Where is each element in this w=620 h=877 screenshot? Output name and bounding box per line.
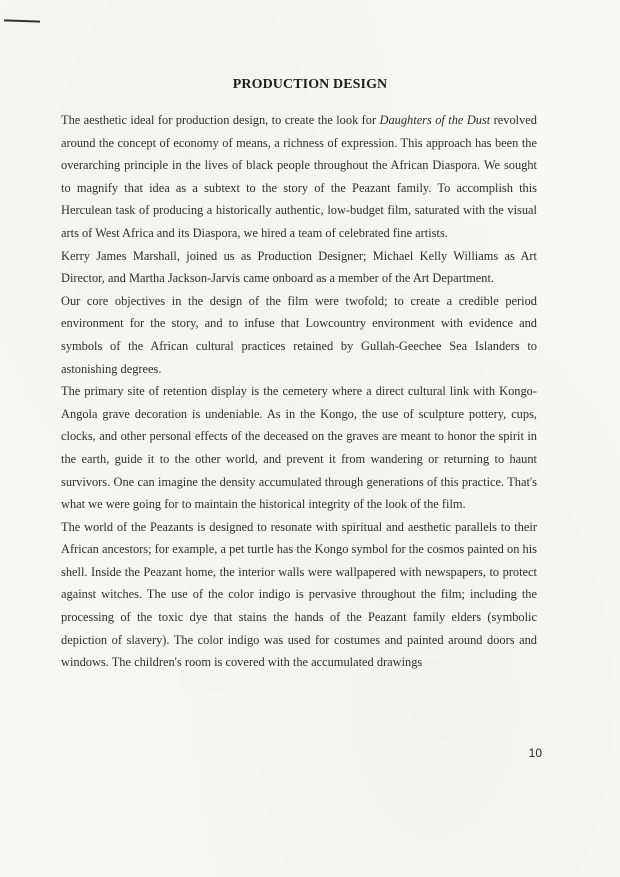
page-title: PRODUCTION DESIGN (232, 77, 388, 92)
paragraph-intro (61, 109, 537, 245)
body-text (61, 109, 537, 674)
paragraph-intro-start: The aesthetic ideal for production design, to create the look for (61, 113, 380, 127)
corner-pen-mark (4, 19, 40, 22)
paragraph-crew: Kerry James Marshall, joined us as Production Designer; Michael Kelly Williams as Art Director, and Martha Jackson-Jarvis came onboard as a member of the Art Department. (61, 248, 537, 286)
paragraph-peazant-world: The world of the Peazants is designed to resonate with spiritual and aesthetic parallels to their African ancestors; for example, a pet turtle has the Kongo symbol for the cosmos painted on his shell. Inside the Peazant home, the interior walls were wallpapered with newspapers, to protect against witches. The use of the color indigo is pervasive throughout the film; including the processing of the toxic dye that stains the hands of the Peazant family elders (symbolic depiction of slavery). The color indigo was used for costumes and painted around doors and windows. The children's room is covered with the accumulated drawings (61, 519, 537, 670)
film-title-italic: Daughters of the Dust (379, 113, 491, 127)
paragraph-cemetery: The primary site of retention display is the cemetery where a direct cultural link with Kongo-Angola grave decoration is undeniable. As in the Kongo, the use of sculpture pottery, cups, clocks, and other personal effects of the deceased on the graves are meant to honor the spirit in the earth, guide it to the other world, and prevent it from wandering or returning to haunt survivors. One can imagine the density accumulated through generations of this practice. That's what we were going for to maintain the historical integrity of the look of the film. (61, 384, 537, 512)
paragraph-objectives: Our core objectives in the design of the film were twofold; to create a credible period environment for the story, and to infuse that Lowcountry environment with evidence and symbols of the African cultural practices retained by Gullah-Geechee Sea Islanders to astonishing degrees. (61, 293, 537, 376)
paragraph-intro-rest: revolved around the concept of economy of means, a richness of expression. This approach has been the overarching principle in the lives of black people throughout the African Diaspora. We sought to magnify that idea as a subtext to the story of the Peazant family. To accomplish this Herculean task of producing a historically authentic, low-budget film, saturated with the visual arts of West Africa and its Diaspora, we hired a team of celebrated fine artists. (61, 113, 537, 240)
page-number: 10 (528, 746, 542, 760)
